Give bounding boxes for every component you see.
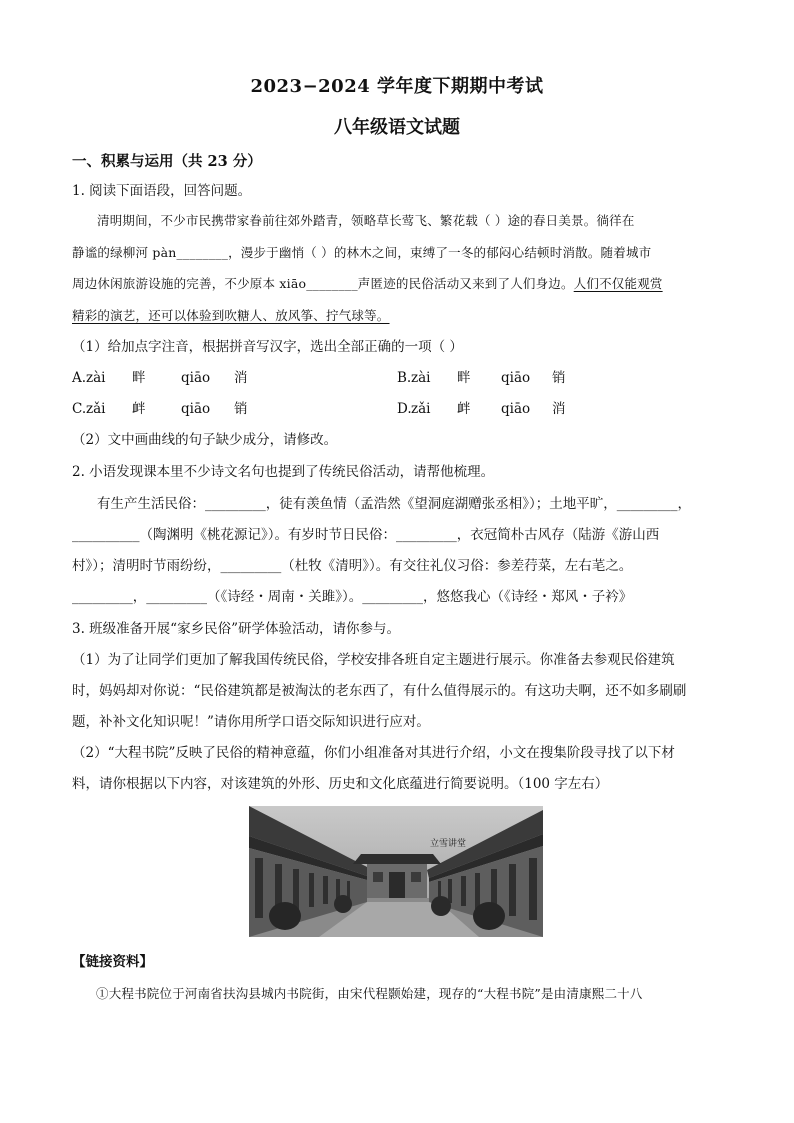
passage-line-1: 清明期间，不少市民携带家眷前往郊外踏青，领略草长莺飞、繁花载（ ）途的春日美景。徜徉在 — [97, 213, 635, 228]
exam-subtitle: 八年级语文试题 — [334, 117, 460, 138]
option-char: 销 — [552, 370, 566, 386]
option-letter: C. — [72, 401, 87, 417]
q3-sub2-line-2: 料，请你根据以下内容，对该建筑的外形、历史和文化底蕴进行简要说明。（100 字左右） — [72, 776, 609, 792]
q3-sub1-line-1: （1）为了让同学们更加了解我国传统民俗，学校安排各班自定主题进行展示。你准备去参观民俗建筑 — [72, 652, 675, 668]
q2-line-1: 有生产生活民俗：_________，徒有羡鱼情（孟浩然《望洞庭湖赠张丞相》）；土地平旷，_________， — [97, 496, 691, 512]
passage-line-3: 周边休闲旅游设施的完善，不少原本 xiāo________声匿迹的民俗活动又来到了人们身边。人们不仅能观赏 — [72, 276, 663, 291]
option-pinyin: qiāo — [501, 370, 531, 386]
q2-line-3: 村》）；清明时节雨纷纷，_________（杜牧《清明》）。有交往礼仪习俗：参差荇菜，左右芼之。 — [72, 558, 633, 574]
option-char: 衅 — [457, 401, 471, 417]
option-char: 销 — [234, 401, 248, 417]
link-material-heading: 【链接资料】 — [72, 954, 153, 970]
question-2-stem: 2. 小语发现课本里不少诗文名句也提到了传统民俗活动，请帮他梳理。 — [72, 464, 495, 480]
option-pinyin: zǎi — [86, 401, 106, 417]
passage-line-2: 静谧的绿柳河 pàn________，漫步于幽悄（ ）的林木之间，束缚了一冬的郁闷心结顿时消散。随着城市 — [72, 245, 652, 260]
option-pinyin: zài — [86, 370, 106, 386]
q3-sub2-line-1: （2）“大程书院”反映了民俗的精神意蕴，你们小组准备对其进行介绍，小文在搜集阶段寻找了以下材 — [72, 745, 675, 761]
question-1-sub2: （2）文中画曲线的句子缺少成分，请修改。 — [72, 432, 338, 448]
question-3-stem: 3. 班级准备开展“家乡民俗”研学体验活动，请你参与。 — [72, 621, 400, 637]
option-pinyin: qiāo — [501, 401, 531, 417]
option-char: 畔 — [457, 370, 471, 386]
academy-photo — [249, 806, 543, 937]
question-1-sub1: （1）给加点字注音，根据拼音写汉字，选出全部正确的一项（ ） — [72, 339, 463, 355]
q3-sub1-line-3: 题，补补文化知识呢！”请你用所学口语交际知识进行应对。 — [72, 714, 430, 730]
question-1-stem: 1. 阅读下面语段，回答问题。 — [72, 183, 252, 199]
photo-caption: 立雪讲堂 — [430, 839, 467, 849]
link-material-text: ①大程书院位于河南省扶沟县城内书院街，由宋代程颢始建，现存的“大程书院”是由清康熙二十八 — [96, 986, 643, 1001]
option-pinyin: zài — [411, 370, 431, 386]
option-letter: D. — [397, 401, 412, 417]
q3-sub1-line-2: 时，妈妈却对你说：“民俗建筑都是被淘汰的老东西了，有什么值得展示的。有这功夫啊，还不如多刷刷 — [72, 683, 687, 699]
option-char: 衅 — [132, 401, 146, 417]
option-pinyin: qiāo — [181, 370, 211, 386]
option-pinyin: zǎi — [411, 401, 431, 417]
section-heading: 一、积累与运用（共 23 分） — [72, 153, 262, 170]
option-char: 消 — [552, 401, 566, 417]
option-char: 畔 — [132, 370, 146, 386]
option-pinyin: qiāo — [181, 401, 211, 417]
exam-title: 2023−2024 学年度下期期中考试 — [250, 76, 544, 97]
q2-line-2: __________（陶渊明《桃花源记》）。有岁时节日民俗：_________，衣冠简朴古风存（陆游《游山西 — [72, 527, 660, 543]
underlined-sentence-start: 人们不仅能观赏 — [573, 276, 663, 291]
option-letter: A. — [72, 370, 87, 386]
passage-line-4: 精彩的演艺，还可以体验到吹糖人、放风筝、拧气球等。 — [72, 308, 390, 323]
option-char: 消 — [234, 370, 248, 386]
q2-line-4: _________，_________（《诗经・周南・关雎》）。_________，悠悠我心（《诗经・郑风・子衿》 — [72, 589, 633, 605]
option-letter: B. — [397, 370, 412, 386]
